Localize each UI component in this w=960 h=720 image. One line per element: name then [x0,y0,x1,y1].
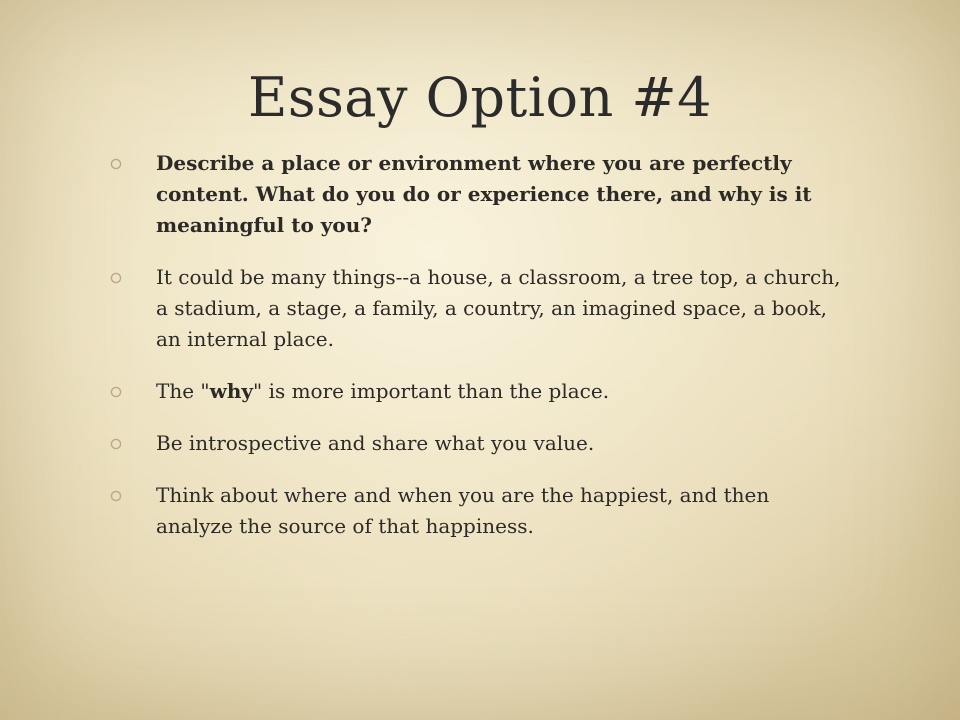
bullet-item [0,428,846,459]
bullet-list [0,148,960,563]
emphasized-word: why [209,379,254,403]
hollow-circle-icon [110,158,122,170]
slide-title: Essay Option #4 [247,66,713,129]
hollow-circle-icon [110,490,122,502]
bullet-text: Be introspective and share what you value. [156,431,595,455]
bullet-text-segment: " is more important than the place. [253,379,610,403]
hollow-circle-icon [110,386,122,398]
bullet-item [0,262,846,355]
bullet-text: Describe a place or environment where you are perfectly content. What do you do or experience there, and why is it meaningful to you? [156,151,812,237]
hollow-circle-icon [110,438,122,450]
bullet-text-segment: The " [156,379,210,403]
bullet-text: It could be many things--a house, a classroom, a tree top, a church, a stadium, a stage, a family, a country, an imagined space, a book, an internal place. [156,265,841,351]
bullet-text [156,379,609,403]
bullet-item [0,148,846,241]
bullet-item [0,376,846,407]
hollow-circle-icon [110,272,122,284]
bullet-item [0,480,846,542]
bullet-text: Think about where and when you are the happiest, and then analyze the source of that happiness. [156,483,770,538]
